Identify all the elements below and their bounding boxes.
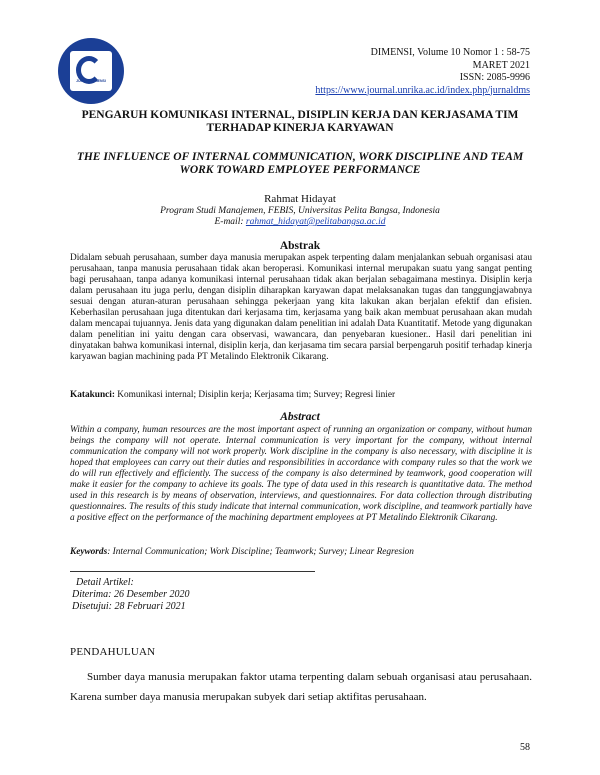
journal-issn: ISSN: 2085-9996 (459, 72, 530, 83)
logo-emblem (70, 51, 112, 91)
journal-meta (315, 47, 530, 97)
keywords-list: : Internal Communication; Work Discipline; Teamwork; Survey; Linear Regresion (107, 547, 414, 557)
journal-logo (58, 38, 124, 104)
author-name: Rahmat Hidayat (264, 193, 336, 205)
received-date: Diterima: 26 Desember 2020 (72, 589, 190, 600)
paper-title-indonesian: PENGARUH KOMUNIKASI INTERNAL, DISIPLIN KERJA DAN KERJASAMA TIM TERHADAP KINERJA KARYAWAN (81, 109, 519, 134)
journal-date: MARET 2021 (472, 59, 530, 71)
intro-paragraph: Sumber daya manusia merupakan faktor utama terpenting dalam sebuah organisasi atau perusahaan. Karena sumber daya manusia merupakan subyek dari setiap aktifitas perusahaan. (70, 671, 532, 703)
abstrak-heading: Abstrak (279, 240, 321, 252)
author-email (60, 217, 540, 228)
logo-text: JURNAL DIMENSI (76, 79, 106, 83)
abstrak-body: Didalam sebuah perusahaan, sumber daya manusia merupakan aspek terpenting dalam menjalankan sebuah organisasi atau perusahaan, tanpa manusia perusahaan tidak akan beroperasi. Komunikasi internal merupakan suatu yang sangat penting bagi perusahaan, tanpa adanya komunikasi internal perusahaan tidak akan berjalan sebagaimana mestinya. Disiplin kerja dalam perusahaan itu juga perlu, dengan disiplin diharapkan karyawan dapat melaksanakan tugas dan tanggungjawabnya sesuai dengan aturan-aturan perusahaan sehingga pekerjaan yang kita lakukan akan berjalan efektif dan efisien. Keberhasilan perusahaan juga ditentukan dari kerjasama tim, kerjasama yang baik akan membuat perusahaan akan mudah dalam mencapai tujuannya. Jenis data yang digunakan dalam penelitian ini adalah Data Kuantitatif. Metode yang digunakan dalam penelitian ini yaitu dengan cara observasi, wawancara, dan penyebaran kuesioner.. Hasil dari penelitian ini dinyatakan bahwa komunikasi internal, disiplin kerja, dan kerjasama tim secara parsial berpengaruh positif terhadap kinerja karyawan bagian machining pada PT Metalindo Elektronik Cikarang. (70, 253, 532, 362)
katakunci-list: Komunikasi internal; Disiplin kerja; Kerjasama tim; Survey; Regresi linier (117, 390, 396, 400)
journal-url-link[interactable]: https://www.journal.unrika.ac.id/index.php/jurnaldms (315, 84, 530, 96)
paper-title-english: THE INFLUENCE OF INTERNAL COMMUNICATION, WORK DISCIPLINE AND TEAM WORK TOWARD EMPLOYEE PERFORMANCE (76, 151, 524, 176)
katakunci-label: Katakunci: (70, 390, 115, 400)
abstract-body: Within a company, human resources are the most important aspect of running an organization or company, without human beings the company will not operate. Internal communication is very important for the company, without internal communication the company will not work properly. Work discipline in the company is also necessary, with discipline it is hoped that employees can carry out their duties and responsibilities in accordance with company rules so that the work we do will run effectively and efficiently. The success of the company is also determined by teamwork, good cooperation will make it easier for the company to achieve its goals. The type of data used in this research is quantitative data. The method used in this research is by means of observation, interviews, and questionnaires. For data collection through distributing questionnaires. The results of this study indicate that internal communication, work discipline, and teamwork partially have a positive effect on the performance of the machining department employees at PT Metalindo Elektronik Cikarang. (70, 425, 532, 523)
author-affiliation: Program Studi Manajemen, FEBIS, Universitas Pelita Bangsa, Indonesia (160, 206, 440, 216)
email-label: E-mail: (214, 217, 244, 227)
section-heading: PENDAHULUAN (70, 646, 156, 658)
divider (70, 571, 315, 572)
keywords-label: Keywords (70, 547, 108, 557)
keywords (70, 547, 532, 558)
accepted-date: Disetujui: 28 Februari 2021 (72, 601, 186, 612)
abstract-heading: Abstract (280, 411, 320, 423)
katakunci (70, 390, 532, 401)
detail-label: Detail Artikel: (76, 577, 134, 588)
journal-volume: DIMENSI, Volume 10 Nomor 1 : 58-75 (370, 47, 530, 58)
email-link[interactable]: rahmat_hidayat@pelitabangsa.ac.id (245, 217, 386, 227)
page-number: 58 (520, 742, 530, 753)
